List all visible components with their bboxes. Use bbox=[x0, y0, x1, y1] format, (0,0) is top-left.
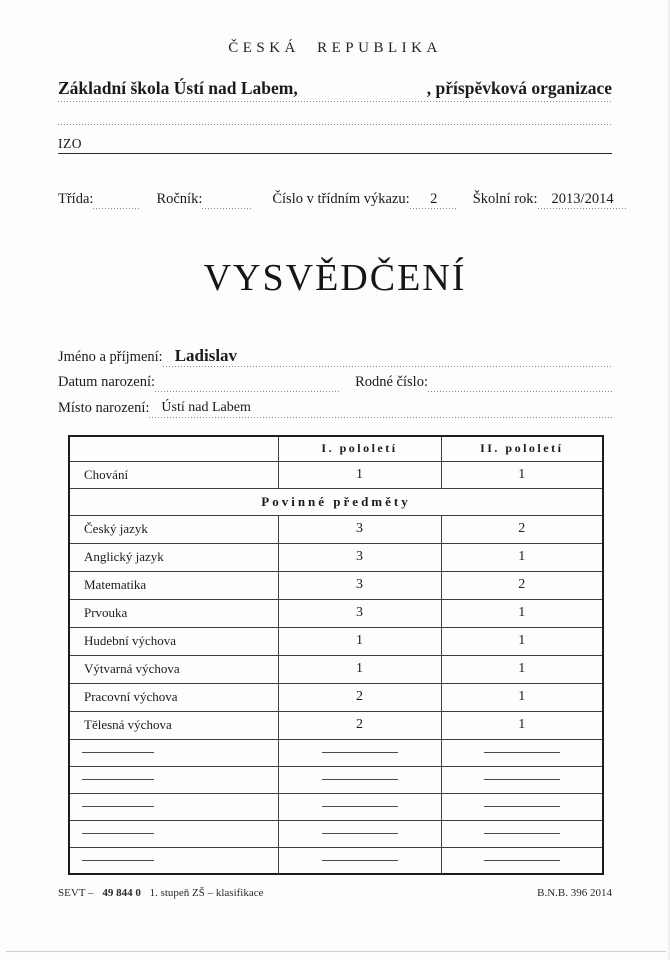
empty-grade-cell-sem1 bbox=[278, 793, 441, 820]
cislo-vykazu-field bbox=[410, 191, 458, 209]
subject-row bbox=[69, 515, 603, 543]
grade-sem1: 3 bbox=[278, 543, 441, 571]
grade-sem1: 1 bbox=[278, 655, 441, 683]
birth-place-label: Místo narození: bbox=[58, 400, 150, 416]
rocnik-label: Ročník: bbox=[156, 191, 203, 207]
grade-sem1: 3 bbox=[278, 571, 441, 599]
skolni-rok-value: 2013/2014 bbox=[551, 191, 614, 207]
birth-place-value: Ústí nad Labem bbox=[161, 400, 251, 415]
behavior-label: Chování bbox=[69, 461, 278, 488]
footer-form-name: 1. stupeň ZŠ – klasifikace bbox=[149, 887, 264, 899]
school-name-line bbox=[58, 78, 612, 102]
blank-write-line bbox=[82, 779, 154, 780]
personal-id-label: Rodné číslo: bbox=[355, 374, 428, 390]
empty-subject-cell bbox=[69, 820, 278, 847]
subject-label: Český jazyk bbox=[69, 515, 278, 543]
grade-sem2: 1 bbox=[441, 627, 603, 655]
empty-subject-cell bbox=[69, 847, 278, 874]
birth-date-row bbox=[58, 374, 612, 392]
blank-write-line bbox=[82, 806, 154, 807]
footer-form-number: 49 844 0 bbox=[102, 887, 141, 899]
empty-subject-cell bbox=[69, 793, 278, 820]
grade-sem2: 1 bbox=[441, 683, 603, 711]
country-title: ČESKÁ REPUBLIKA bbox=[228, 40, 442, 56]
subject-row bbox=[69, 627, 603, 655]
empty-grade-cell-sem2 bbox=[441, 847, 603, 874]
izo-field bbox=[58, 125, 612, 154]
subject-row bbox=[69, 683, 603, 711]
skolni-rok-label: Školní rok: bbox=[472, 191, 538, 207]
birth-date-label: Datum narození: bbox=[58, 374, 156, 390]
empty-subject-row bbox=[69, 739, 603, 766]
document-title: VYSVĚDČENÍ bbox=[203, 257, 467, 299]
birth-place-field bbox=[149, 399, 612, 418]
footer-print-code bbox=[58, 887, 270, 899]
cislo-vykazu-value: 2 bbox=[430, 191, 438, 207]
empty-subject-cell bbox=[69, 766, 278, 793]
subject-row bbox=[69, 711, 603, 739]
subject-label: Matematika bbox=[69, 571, 278, 599]
semester-1-header: I. pololetí bbox=[278, 436, 441, 461]
blank-write-line bbox=[484, 860, 560, 861]
class-info-row bbox=[58, 191, 670, 209]
behavior-row bbox=[69, 461, 603, 488]
blank-write-line bbox=[484, 806, 560, 807]
empty-grade-cell-sem1 bbox=[278, 847, 441, 874]
trida-label: Třída: bbox=[58, 191, 94, 207]
empty-grade-cell-sem1 bbox=[278, 739, 441, 766]
subject-label: Anglický jazyk bbox=[69, 543, 278, 571]
blank-school-address-line bbox=[58, 102, 612, 125]
grade-sem2: 1 bbox=[441, 543, 603, 571]
grade-sem1: 2 bbox=[278, 683, 441, 711]
student-name-row bbox=[58, 346, 612, 367]
footer-printer-code: B.N.B. 396 2014 bbox=[537, 887, 612, 899]
birth-date-field bbox=[155, 391, 339, 392]
subject-label: Hudební výchova bbox=[69, 627, 278, 655]
empty-grade-cell-sem1 bbox=[278, 820, 441, 847]
grade-sem1: 3 bbox=[278, 515, 441, 543]
empty-subject-row bbox=[69, 766, 603, 793]
subject-row bbox=[69, 599, 603, 627]
skolni-rok-field bbox=[538, 191, 628, 209]
grade-sem2: 1 bbox=[441, 599, 603, 627]
rocnik-field bbox=[202, 208, 252, 209]
school-legal-form: , příspěvková organizace bbox=[426, 78, 612, 98]
subject-label: Výtvarná výchova bbox=[69, 655, 278, 683]
grade-sem1: 2 bbox=[278, 711, 441, 739]
blank-write-line bbox=[82, 860, 154, 861]
subject-row bbox=[69, 543, 603, 571]
name-field bbox=[163, 346, 612, 367]
blank-write-line bbox=[484, 752, 560, 753]
personal-id-field bbox=[428, 391, 612, 392]
empty-grade-cell-sem2 bbox=[441, 793, 603, 820]
blank-write-line bbox=[82, 752, 154, 753]
trida-field bbox=[93, 208, 141, 209]
grade-sem1: 3 bbox=[278, 599, 441, 627]
name-label: Jméno a příjmení: bbox=[58, 349, 163, 365]
subject-label: Tělesná výchova bbox=[69, 711, 278, 739]
subject-header-cell bbox=[69, 436, 278, 461]
empty-subject-row bbox=[69, 793, 603, 820]
name-value: Ladislav bbox=[174, 346, 238, 365]
empty-grade-cell-sem1 bbox=[278, 766, 441, 793]
student-info-section bbox=[58, 346, 612, 418]
footer-sevt: SEVT – bbox=[58, 887, 94, 899]
blank-write-line bbox=[82, 833, 154, 834]
school-name: Základní škola Ústí nad Labem, bbox=[58, 78, 298, 98]
behavior-grade-sem1: 1 bbox=[278, 461, 441, 488]
cislo-vykazu-label: Číslo v třídním výkazu: bbox=[272, 191, 410, 207]
empty-subject-cell bbox=[69, 739, 278, 766]
empty-grade-cell-sem2 bbox=[441, 739, 603, 766]
semester-header-row bbox=[69, 436, 603, 461]
empty-subject-row bbox=[69, 820, 603, 847]
blank-write-line bbox=[322, 752, 398, 753]
section-header-label: Povinné předměty bbox=[69, 488, 603, 515]
form-footer bbox=[58, 887, 612, 899]
izo-label: IZO bbox=[58, 136, 82, 151]
blank-write-line bbox=[322, 860, 398, 861]
grades-table bbox=[68, 435, 604, 875]
empty-grade-cell-sem2 bbox=[441, 820, 603, 847]
behavior-grade-sem2: 1 bbox=[441, 461, 603, 488]
blank-write-line bbox=[484, 833, 560, 834]
subject-row bbox=[69, 571, 603, 599]
grade-sem2: 1 bbox=[441, 711, 603, 739]
blank-write-line bbox=[484, 779, 560, 780]
subject-label: Prvouka bbox=[69, 599, 278, 627]
scan-edge-artifact bbox=[6, 951, 666, 952]
subject-row bbox=[69, 655, 603, 683]
subject-label: Pracovní výchova bbox=[69, 683, 278, 711]
empty-grade-cell-sem2 bbox=[441, 766, 603, 793]
grade-sem2: 2 bbox=[441, 571, 603, 599]
birth-place-row bbox=[58, 399, 612, 418]
section-header-row bbox=[69, 488, 603, 515]
grade-sem1: 1 bbox=[278, 627, 441, 655]
blank-write-line bbox=[322, 779, 398, 780]
empty-subject-row bbox=[69, 847, 603, 874]
blank-write-line bbox=[322, 833, 398, 834]
grade-sem2: 2 bbox=[441, 515, 603, 543]
semester-2-header: II. pololetí bbox=[441, 436, 603, 461]
grade-sem2: 1 bbox=[441, 655, 603, 683]
blank-write-line bbox=[322, 806, 398, 807]
